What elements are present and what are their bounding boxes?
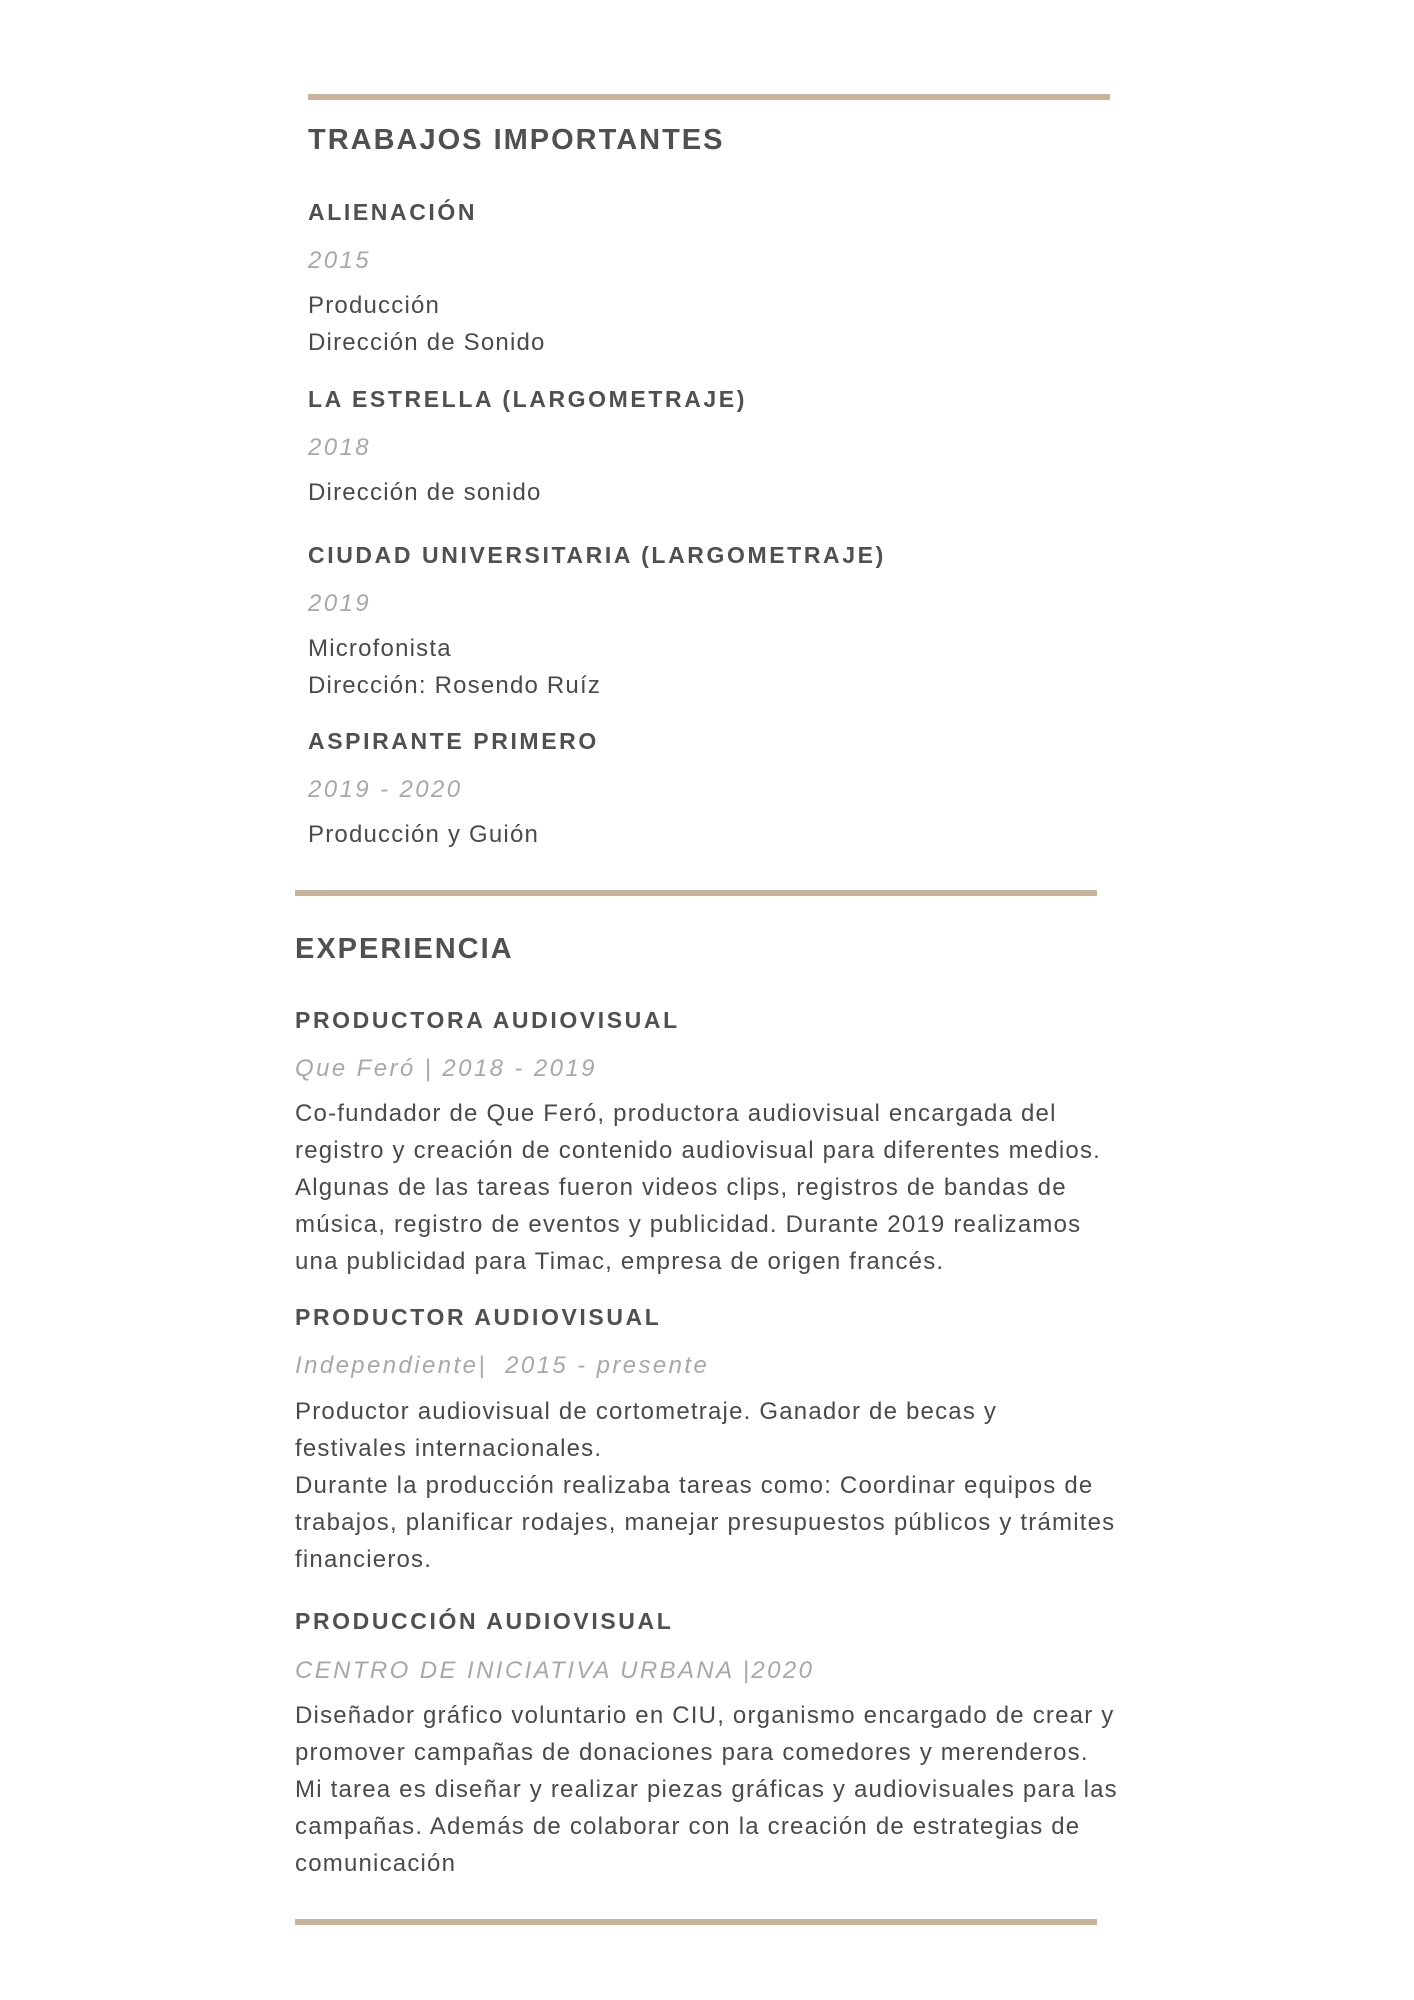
experience-description-line: Durante la producción realizaba tareas como: Coordinar equipos de [295, 1472, 1094, 1499]
experience-description [295, 1697, 1118, 1882]
experience-description-line: Mi tarea es diseñar y realizar piezas gráficas y audiovisuales para las [295, 1776, 1118, 1803]
experience-description-line: música, registro de eventos y publicidad. Durante 2019 realizamos [295, 1211, 1082, 1238]
work-title: ALIENACIÓN [308, 199, 478, 225]
work-date: 2015 [308, 247, 371, 274]
section-divider-middle [295, 890, 1097, 896]
experience-company-date: Que Feró | 2018 - 2019 [295, 1055, 597, 1082]
work-title: CIUDAD UNIVERSITARIA (LARGOMETRAJE) [308, 542, 886, 568]
experiencia-section-title: EXPERIENCIA [295, 933, 514, 965]
experience-title: PRODUCTOR AUDIOVISUAL [295, 1304, 662, 1330]
experience-description-line: promover campañas de donaciones para comedores y merenderos. [295, 1739, 1089, 1766]
experience-description-line: campañas. Además de colaborar con la creación de estrategias de [295, 1813, 1081, 1840]
experience-company-date: CENTRO DE INICIATIVA URBANA |2020 [295, 1657, 815, 1684]
section-divider-top [308, 94, 1110, 100]
experience-description [295, 1095, 1101, 1280]
work-date: 2019 - 2020 [308, 776, 463, 803]
work-description-line: Producción y Guión [308, 821, 540, 848]
experience-description-line: trabajos, planificar rodajes, manejar presupuestos públicos y trámites [295, 1509, 1116, 1536]
work-description-line: Producción [308, 292, 441, 319]
work-description [308, 630, 601, 704]
work-title: ASPIRANTE PRIMERO [308, 728, 599, 754]
work-date: 2019 [308, 590, 371, 617]
work-description [308, 816, 539, 853]
experience-description-line: una publicidad para Timac, empresa de origen francés. [295, 1248, 945, 1275]
work-date: 2018 [308, 434, 371, 461]
experience-description-line: comunicación [295, 1850, 457, 1877]
trabajos-section-title: TRABAJOS IMPORTANTES [308, 124, 725, 156]
section-divider-bottom [295, 1919, 1097, 1925]
experience-description-line: Productor audiovisual de cortometraje. Ganador de becas y [295, 1398, 998, 1425]
experience-title: PRODUCCIÓN AUDIOVISUAL [295, 1608, 674, 1634]
work-description-line: Dirección de sonido [308, 479, 542, 506]
experience-description-line: registro y creación de contenido audiovisual para diferentes medios. [295, 1137, 1102, 1164]
experience-description-line: Diseñador gráfico voluntario en CIU, organismo encargado de crear y [295, 1702, 1115, 1729]
experience-title: PRODUCTORA AUDIOVISUAL [295, 1007, 680, 1033]
experience-description-line: financieros. [295, 1546, 433, 1573]
experience-description-line: Algunas de las tareas fueron videos clips, registros de bandas de [295, 1174, 1067, 1201]
experience-company-date: Independiente| 2015 - presente [295, 1352, 710, 1379]
experience-description-line: Co-fundador de Que Feró, productora audiovisual encargada del [295, 1100, 1057, 1127]
work-description [308, 287, 546, 361]
work-description-line: Dirección: Rosendo Ruíz [308, 672, 602, 699]
work-description-line: Microfonista [308, 635, 452, 662]
work-description [308, 474, 542, 511]
experience-description-line: festivales internacionales. [295, 1435, 603, 1462]
work-description-line: Dirección de Sonido [308, 329, 546, 356]
work-title: LA ESTRELLA (LARGOMETRAJE) [308, 386, 747, 412]
experience-description [295, 1393, 1115, 1578]
